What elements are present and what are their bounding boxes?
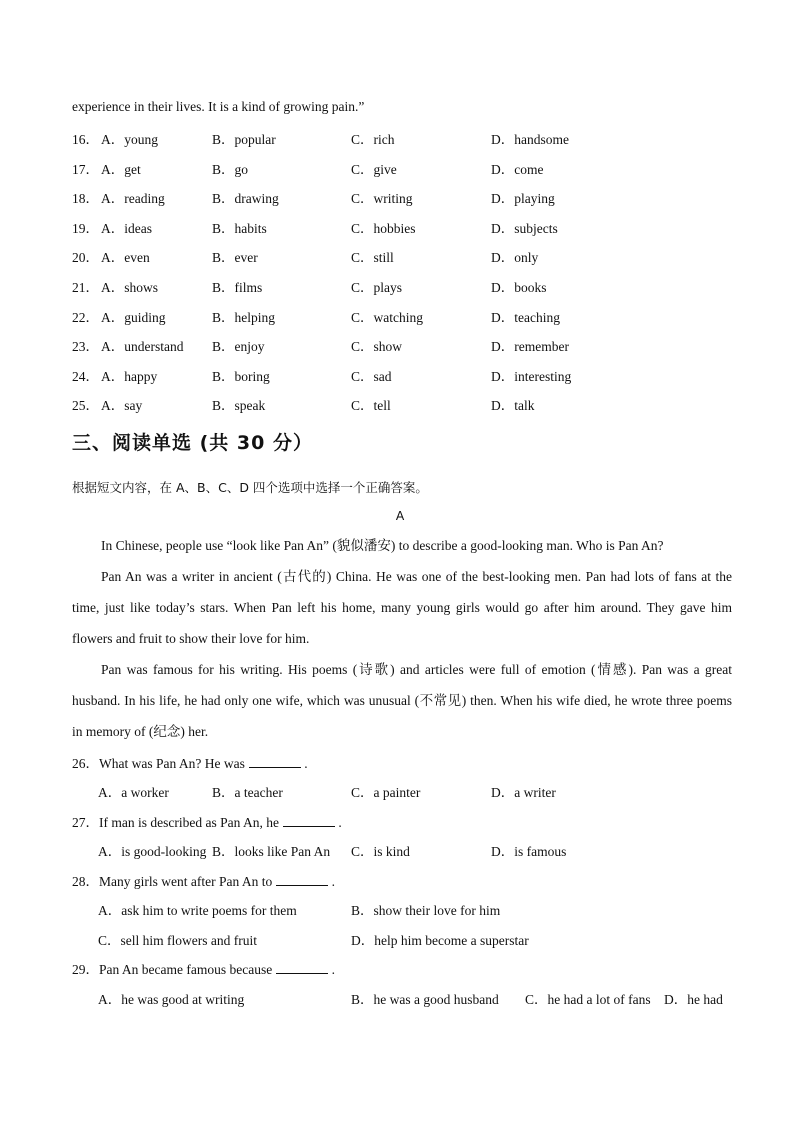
option-a[interactable]: A．guiding [101,309,166,325]
cloze-item-row [72,128,732,148]
answer-blank [283,815,335,827]
option-b[interactable]: B．he was a good husband [351,992,499,1007]
question-28 [72,870,335,890]
option-c[interactable]: C．writing [351,191,413,207]
option-b[interactable]: B．show their love for him [351,903,501,918]
question-number: 17． [72,161,99,177]
option-c[interactable]: C．rich [351,132,395,147]
option-d[interactable]: D．interesting [491,368,572,384]
option-d[interactable]: D．subjects [491,220,558,236]
question-27 [72,811,342,831]
cloze-item-row [72,365,732,385]
paragraph-2: Pan An was a writer in ancient (古代的) China. He was one of the best-looking men. Pan had lots of fans at the time, just like today’s stars. When Pan left his home, many young girls would go after him around. They gave him flowers and fruit to show their love for him. [72,569,732,646]
question-stem: 26．What was Pan An? He was [72,756,245,771]
option-b[interactable]: B．drawing [212,191,279,207]
intro-tail-text: experience in their lives. It is a kind of growing pain.” [72,99,365,114]
question-number: 25． [72,398,99,414]
question-stem: 28．Many girls went after Pan An to [72,874,273,889]
option-a[interactable]: A．ask him to write poems for them [98,903,297,918]
question-end: . [331,962,335,977]
option-c[interactable]: C．plays [351,280,403,295]
option-d[interactable]: D．books [491,280,547,295]
option-b[interactable]: B．boring [212,368,270,384]
option-a[interactable]: A．is good-looking [98,844,207,859]
option-a[interactable]: A．he was good at writing [98,992,245,1007]
question-number: 16． [72,132,99,147]
option-b[interactable]: B．a teacher [212,785,283,800]
answer-blank [276,962,328,974]
question-29 [72,958,335,978]
option-d[interactable]: D．talk [491,398,535,414]
option-a[interactable]: A．even [101,250,150,266]
question-number: 22． [72,309,99,325]
instruction-text: 根据短文内容，在 A、B、C、D 四个选项中选择一个正确答案。 [72,480,428,495]
question-26 [72,752,308,772]
option-b[interactable]: B．popular [212,132,276,147]
option-d[interactable]: D．remember [491,339,569,355]
option-a[interactable]: A．get [101,161,141,177]
option-d[interactable]: D．he had [664,992,723,1007]
question-stem: 29．Pan An became famous because [72,962,273,977]
question-number: 21． [72,280,99,295]
option-b[interactable]: B．films [212,280,263,295]
option-a[interactable]: A．happy [101,368,158,384]
option-d[interactable]: D．only [491,250,539,266]
cloze-item-row [72,246,732,266]
option-c[interactable]: C．a painter [351,785,421,800]
option-d[interactable]: D．come [491,161,544,177]
question-number: 18． [72,191,99,207]
option-a[interactable]: A．reading [101,191,165,207]
passage-body [72,530,732,747]
option-c[interactable]: C．still [351,250,394,266]
cloze-item-row [72,217,732,237]
question-27-options [98,840,758,860]
option-b[interactable]: B．helping [212,309,275,325]
question-26-options [98,781,758,801]
cloze-item-row [72,158,732,178]
option-d[interactable]: D．teaching [491,309,560,325]
question-number: 23． [72,339,99,355]
option-b[interactable]: B．habits [212,220,267,236]
question-28-options-row2 [98,929,758,949]
question-number: 24． [72,368,99,384]
passage-label: A [395,509,405,523]
question-29-options [98,988,758,1008]
question-number: 19． [72,220,99,236]
cloze-item-row [72,276,732,296]
option-d[interactable]: D．playing [491,191,555,207]
question-end: . [338,815,342,830]
option-c[interactable]: C．he had a lot of fans [525,992,651,1007]
option-b[interactable]: B．speak [212,398,266,414]
option-b[interactable]: B．ever [212,250,258,266]
option-d[interactable]: D．a writer [491,785,556,800]
option-c[interactable]: C．show [351,339,403,355]
cloze-item-row [72,187,732,207]
option-a[interactable]: A．say [101,398,143,414]
answer-blank [249,756,301,768]
question-end: . [331,874,335,889]
option-b[interactable]: B．go [212,161,249,177]
cloze-item-row [72,335,732,355]
option-a[interactable]: A．a worker [98,785,169,800]
option-d[interactable]: D．help him become a superstar [351,933,529,948]
option-d[interactable]: D．handsome [491,132,569,147]
option-c[interactable]: C．sad [351,368,392,384]
option-a[interactable]: A．understand [101,339,184,355]
paragraph-1: In Chinese, people use “look like Pan An” (貌似潘安) to describe a good-looking man. Who is Pan An? [101,538,664,553]
paragraph-3: Pan was famous for his writing. His poems (诗歌) and articles were full of emotion (情感). Pan was a great husband. In his life, he had only one wife, which was unusual (不常见) then. When his wife died, he wrote three poems in memory of (纪念) her. [72,662,732,739]
option-a[interactable]: A．shows [101,280,159,295]
option-c[interactable]: C．tell [351,398,391,414]
option-b[interactable]: B．looks like Pan An [212,844,331,859]
question-28-options-row1 [98,899,758,919]
option-c[interactable]: C．sell him flowers and fruit [98,933,257,948]
option-c[interactable]: C．give [351,161,397,177]
question-end: . [304,756,308,771]
answer-blank [276,874,328,886]
option-a[interactable]: A．young [101,132,158,147]
cloze-item-row [72,394,732,414]
cloze-item-row [72,306,732,326]
option-c[interactable]: C．hobbies [351,220,416,236]
option-c[interactable]: C．watching [351,309,423,325]
option-a[interactable]: A．ideas [101,220,152,236]
section-heading: 三、阅读单选 (共 30 分） [72,432,313,454]
option-d[interactable]: D．is famous [491,844,567,859]
question-number: 20． [72,250,99,266]
option-c[interactable]: C．is kind [351,844,410,859]
option-b[interactable]: B．enjoy [212,339,265,355]
question-stem: 27．If man is described as Pan An, he [72,815,279,830]
